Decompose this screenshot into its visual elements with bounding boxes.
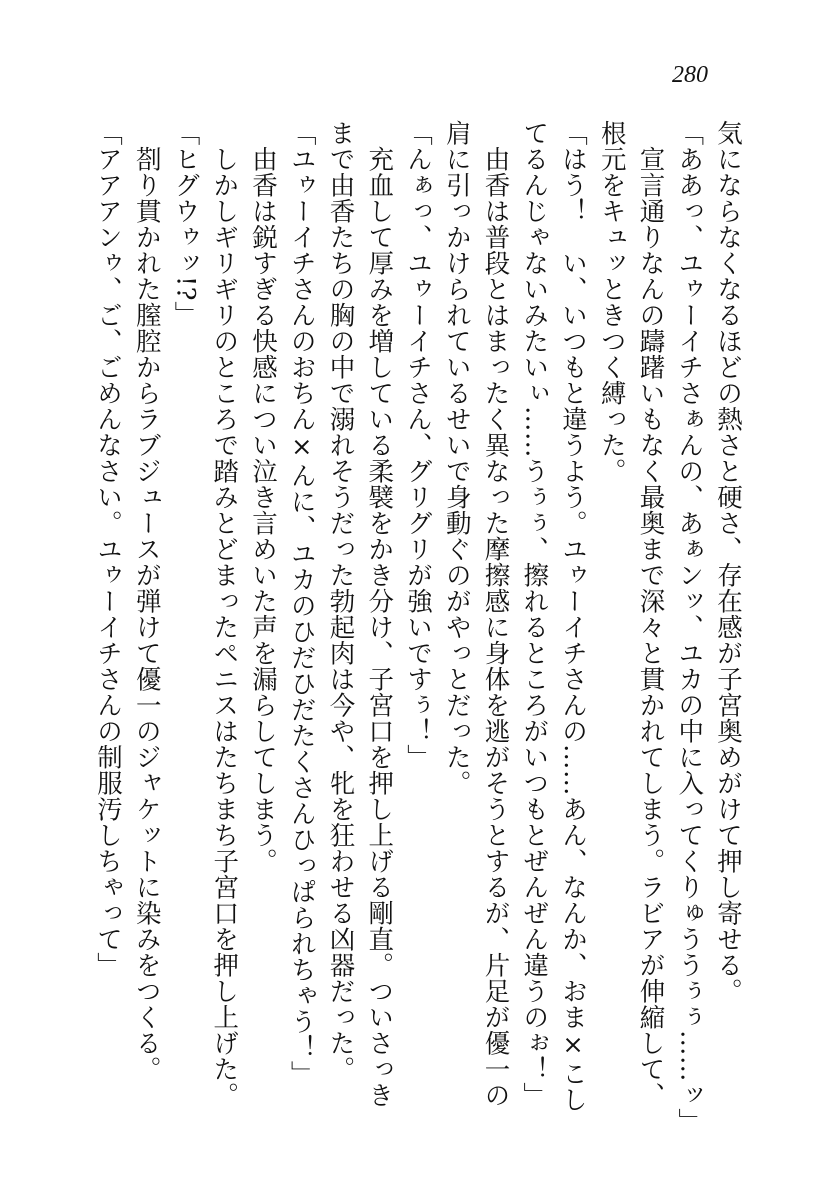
text-line-16: 剳り貫かれた膣腔からラブジュースが弾けて優一のジャケットに染みをつくる。	[131, 120, 162, 1082]
page-number: 280	[672, 62, 708, 88]
text-line-15: 「ヒグウゥッ!?」	[170, 120, 201, 327]
text-line-8: 肩に引っかけられているせいで身動ぐのがやっとだった。	[441, 120, 472, 796]
text-line-17: 「アアアンゥ、ご、ごめんなさい。ユゥーイチさんの制服汚しちゃって」	[93, 120, 123, 978]
text-line-3: 宣言通りなんの躊躇いもなく最奥まで深々と貫かれてしまう。ラビアが伸縮して、	[635, 120, 666, 1108]
text-line-7: 由香は普段とはまったく異なった摩擦感に身体を逃がそうとするが、片足が優一の	[480, 120, 511, 1108]
text-line-2: 「ああっ、ユゥーイチさぁんの、あぁンッ、ユカの中に入ってくりゅううぅぅ……ッ」	[674, 120, 705, 1134]
vertical-text-block	[90, 120, 746, 1140]
text-line-6: てるんじゃないみたいぃ……うぅぅ、擦れるところがいつもとぜんぜん違うのぉ！」	[519, 120, 550, 1108]
text-line-11: まで由香たちの胸の中で溺れそうだった勃起肉は今や、牝を狂わせる凶器だった。	[325, 120, 356, 1082]
text-line-13: 由香は鋭すぎる快感につい泣き言めいた声を漏らしてしまう。	[248, 120, 278, 874]
text-line-1: 気にならなくなるほどの熱さと硬さ、存在感が子宮奥めがけて押し寄せる。	[713, 120, 743, 1004]
text-line-10: 充血して厚みを増している柔襞をかき分け、子宮口を押し上げる剛直。ついさっき	[364, 120, 395, 1108]
text-line-5: 「はう！ い、いつもと違うよう。ユゥーイチさんの……あん、なんか、おま×こし	[558, 120, 588, 1113]
text-line-9: 「んぁっ、ユゥーイチさん、グリグリが強いですぅ！」	[403, 120, 433, 770]
text-line-12: 「ユゥーイチさんのおちん×んに、ユカのひだひだたくさんひっぱられちゃう！」	[286, 120, 317, 1087]
text-line-14: しかしギリギリのところで踏みとどまったペニスはたちまち子宮口を押し上げた。	[209, 120, 240, 1108]
text-line-4: 根元をキュッときつく縛った。	[596, 120, 627, 484]
